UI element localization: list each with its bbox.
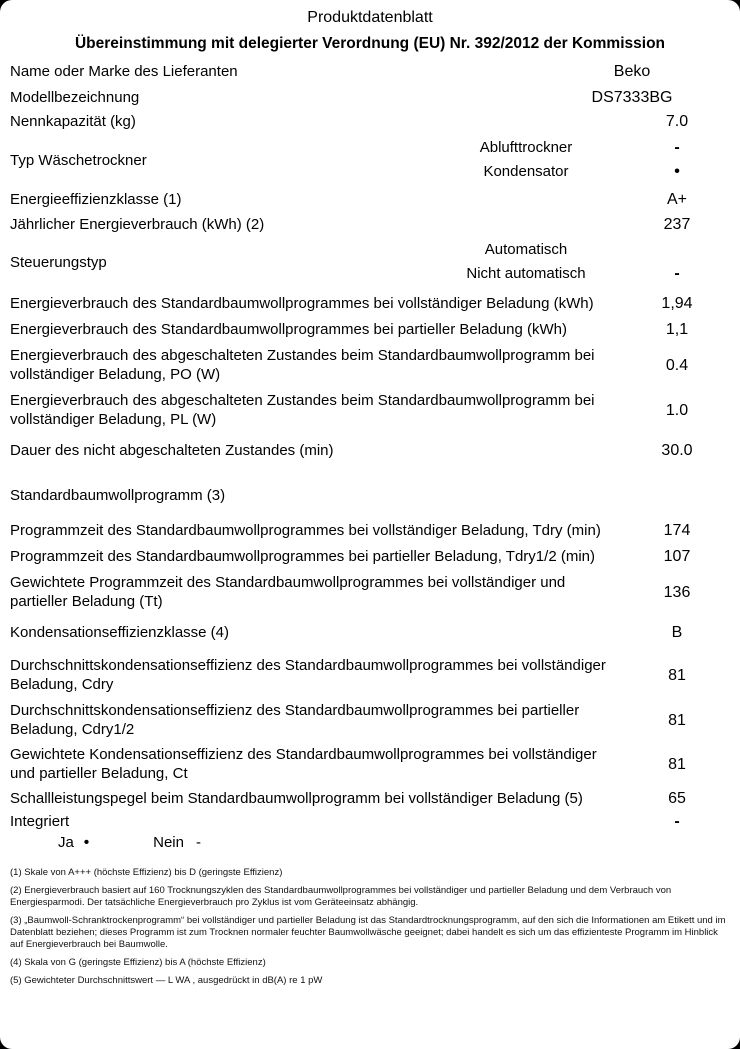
row-supplier [10,60,740,83]
energy-full-load-value: 1,94 [661,295,693,312]
condensation-class-label: Kondensationseffizienzklasse (4) [10,624,230,641]
row-annual-energy [10,213,740,236]
row-condensation-full [10,654,740,696]
row-integrated [10,810,740,833]
condenser-label: Kondensator [483,163,569,180]
integrated-no-mark: - [195,834,201,851]
energy-class-label: Energieeffizienzklasse (1) [10,191,182,208]
row-condensation-class [10,621,740,644]
integrated-legend [10,833,740,853]
row-time-weighted [10,571,740,613]
model-label: Modellbezeichnung [10,89,140,106]
condensation-weighted-label: Gewichtete Kondensationseffizienz des Standardbaumwollprogrammes bei vollständiger und partieller Beladung, Ct [10,746,597,782]
condensation-full-label: Durchschnittskondensationseffizienz des Standardbaumwollprogrammes bei vollständiger Beladung, Cdry [10,657,606,693]
option-air-vented [438,136,740,160]
energy-partial-load-label: Energieverbrauch des Standardbaumwollprogrammes bei partieller Beladung (kWh) [10,321,567,338]
supplier-value: Beko [613,63,651,80]
row-left-on-power [10,389,740,431]
time-partial-load-label: Programmzeit des Standardbaumwollprogrammes bei partieller Beladung, Tdry1/2 (min) [10,548,595,565]
energy-partial-load-value: 1,1 [665,321,689,338]
footnote-5: (5) Gewichteter Durchschnittswert — L WA , ausgedrückt in dB(A) re 1 pW [10,975,323,986]
time-partial-load-value: 107 [663,548,691,565]
condensation-partial-value: 81 [668,711,686,729]
air-vented-label: Ablufttrockner [479,139,573,156]
row-sound-power [10,787,740,810]
sound-power-value: 65 [668,790,686,807]
control-type-options [438,238,740,286]
off-mode-power-value: 0.4 [665,356,689,374]
option-non-automatic [438,262,740,286]
page-subtitle: Übereinstimmung mit delegierter Verordnung (EU) Nr. 392/2012 der Kommission [74,35,665,52]
integrated-no-label: Nein [153,834,184,851]
row-energy-full-load [10,292,740,315]
row-model [10,86,740,109]
row-left-on-duration [10,439,740,462]
integrated-label: Integriert [10,813,70,830]
model-value: DS7333BG [591,89,673,106]
condensation-class-value: B [671,624,683,641]
option-condenser [438,160,740,184]
off-mode-power-label: Energieverbrauch des abgeschalteten Zustandes beim Standardbaumwollprogramm bei vollständiger Beladung, PO (W) [10,347,595,383]
footnotes [10,867,740,987]
dryer-type-label: Typ Wäschetrockner [10,151,147,169]
row-off-mode-power [10,344,740,386]
condensation-partial-label: Durchschnittskondensationseffizienz des Standardbaumwollprogrammes bei partieller Beladung, Cdry1/2 [10,702,580,738]
row-energy-class [10,188,740,211]
control-type-label: Steuerungstyp [10,253,107,271]
row-condensation-partial [10,699,740,741]
annual-energy-label: Jährlicher Energieverbrauch (kWh) (2) [10,216,265,233]
integrated-value: - [674,813,680,830]
footnote-3: (3) „Baumwoll-Schranktrockenprogramm“ bei vollständiger und partieller Beladung ist das Standardtrocknungsprogramm, auf den sich die Informationen am Etikett und im Datenblatt beziehen; dieses Programm ist zum Trocknen normaler feuchter Baumwollwäsche geeignet; dabei handelt es sich um das effizienteste Programm im Hinblick auf Energieverbrauch bei Baumwolle. [10,915,726,950]
sound-power-label: Schallleistungspegel beim Standardbaumwollprogramm bei vollständiger Beladung (5) [10,790,583,807]
capacity-value: 7.0 [665,113,689,130]
left-on-duration-value: 30.0 [661,442,693,459]
supplier-label: Name oder Marke des Lieferanten [10,63,238,80]
row-time-partial-load [10,545,740,568]
left-on-duration-label: Dauer des nicht abgeschalteten Zustandes (min) [10,442,334,459]
air-vented-value: - [674,139,680,156]
row-programme-heading [10,484,740,507]
automatic-label: Automatisch [484,241,568,258]
time-full-load-label: Programmzeit des Standardbaumwollprogrammes bei vollständiger Beladung, Tdry (min) [10,522,601,539]
footnote-4: (4) Skala von G (geringste Effizienz) bis A (höchste Effizienz) [10,957,266,968]
non-automatic-value: - [674,265,680,282]
condensation-weighted-value: 81 [668,755,686,773]
row-time-full-load [10,519,740,542]
page-title: Produktdatenblatt [307,9,433,26]
integrated-yes-label: Ja [58,834,74,851]
integrated-yes-mark: • [83,834,90,851]
footnote-1: (1) Skale von A+++ (höchste Effizienz) bis D (geringste Effizienz) [10,867,283,878]
footnote-2: (2) Energieverbrauch basiert auf 160 Trocknungszyklen des Standardbaumwollprogrammes bei vollständiger und partieller Beladung und dem Verbrauch von Energiesparmodi. Der tatsächliche Energieverbrauch pro Zyklus ist vom Geräteeinsatz abhängig. [10,885,672,908]
option-automatic [438,238,740,262]
dryer-type-options [438,136,740,184]
programme-heading-label: Standardbaumwollprogramm (3) [10,487,226,504]
condensation-full-value: 81 [668,666,686,684]
row-dryer-type [10,134,740,186]
non-automatic-label: Nicht automatisch [466,265,586,282]
row-capacity [10,110,740,133]
time-weighted-value: 136 [663,583,691,601]
left-on-power-label: Energieverbrauch des abgeschalteten Zustandes beim Standardbaumwollprogramm bei vollständiger Beladung, PL (W) [10,392,595,428]
condenser-value: • [674,163,680,180]
left-on-power-value: 1.0 [665,401,689,419]
annual-energy-value: 237 [663,216,691,233]
energy-full-load-label: Energieverbrauch des Standardbaumwollprogrammes bei vollständiger Beladung (kWh) [10,295,594,312]
capacity-label: Nennkapazität (kg) [10,113,136,130]
row-control-type [10,236,740,288]
time-full-load-value: 174 [663,522,691,539]
energy-class-value: A+ [666,191,687,208]
row-energy-partial-load [10,318,740,341]
row-condensation-weighted [10,743,740,785]
time-weighted-label: Gewichtete Programmzeit des Standardbaumwollprogrammes bei vollständiger und partieller Beladung (Tt) [10,574,566,610]
